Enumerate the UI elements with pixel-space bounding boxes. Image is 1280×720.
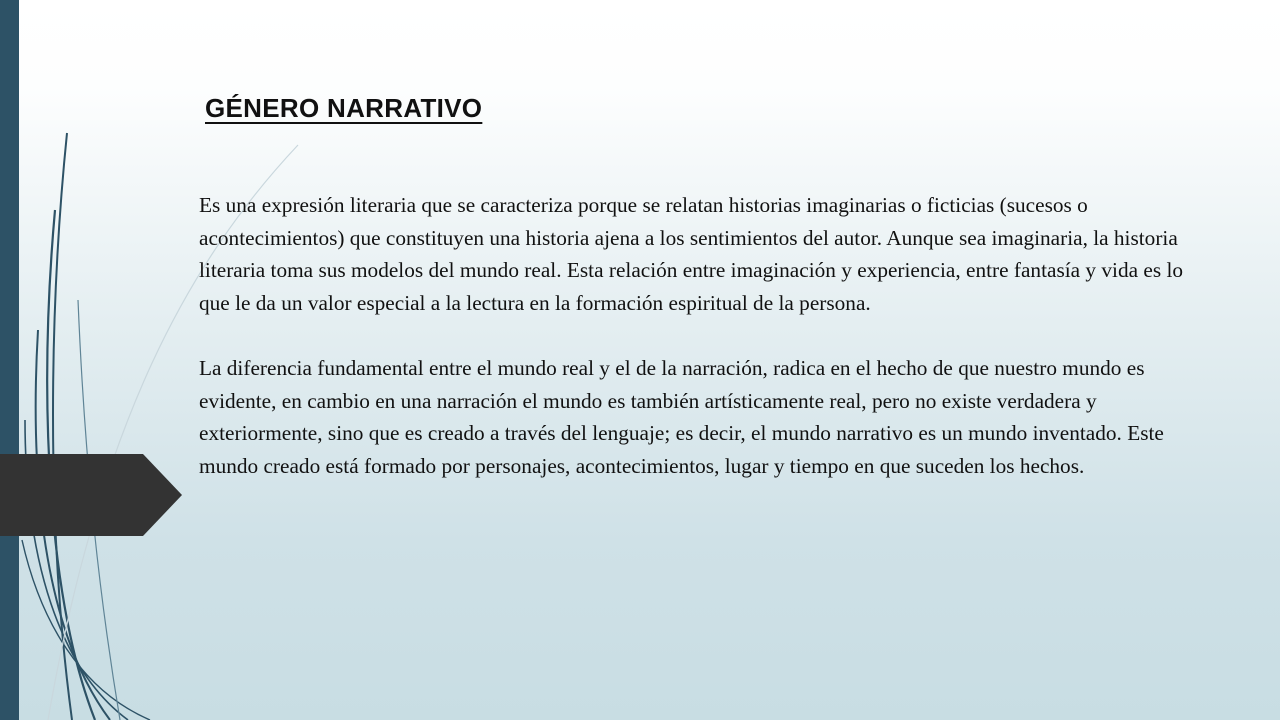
slide-body [199, 189, 1199, 482]
slide-title: GÉNERO NARRATIVO [205, 93, 483, 123]
paragraph-difference: La diferencia fundamental entre el mundo real y el de la narración, radica en el hecho de que nuestro mundo es evidente, en cambio en una narración el mundo es también artísticamente real, pero no existe verdadera y exteriormente, sino que es creado a través del lenguaje; es decir, el mundo narrativo es un mundo inventado. Este mundo creado está formado por personajes, acontecimientos, lugar y tiempo en que suceden los hechos. [199, 355, 1164, 478]
paragraph-definition: Es una expresión literaria que se caracteriza porque se relatan historias imaginarias o ficticias (sucesos o acontecimientos) que constituyen una historia ajena a los sentimientos del autor. Aunque sea imaginaria, la historia literaria toma sus modelos del mundo real. Esta relación entre imaginación y experiencia, entre fantasía y vida es lo que le da un valor especial a la lectura en la formación espiritual de la persona. [199, 193, 1184, 315]
